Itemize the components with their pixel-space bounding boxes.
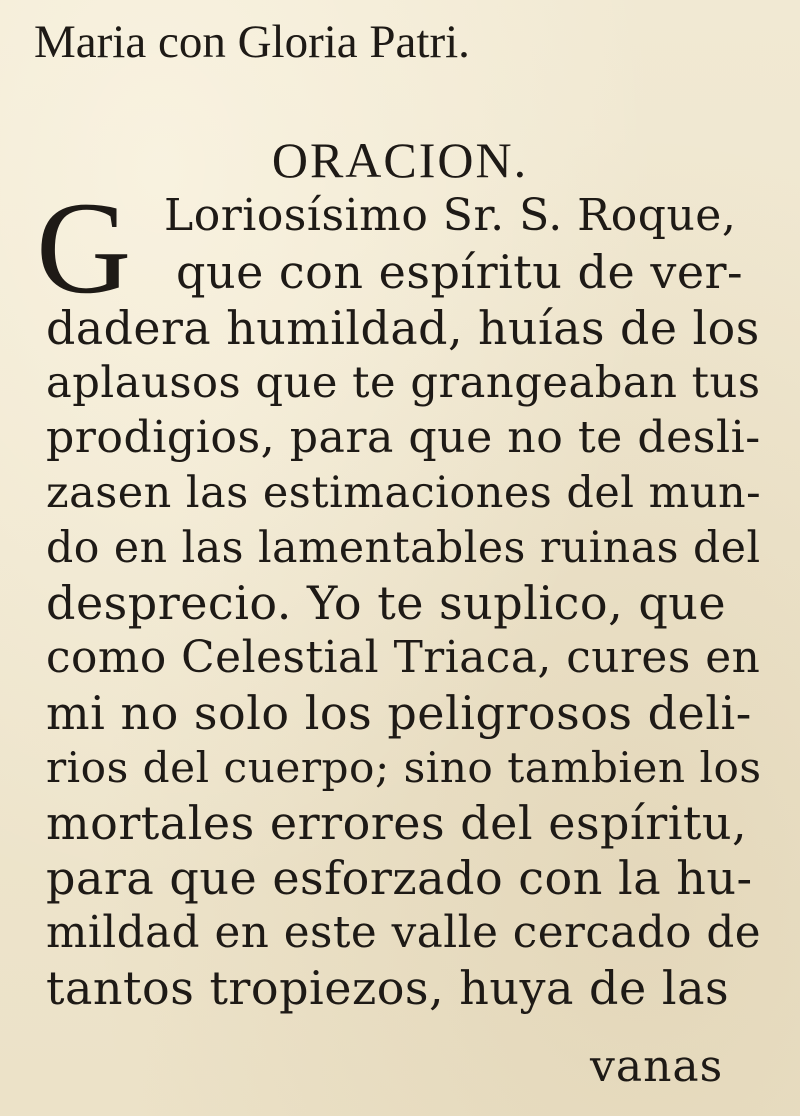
text-line-4: aplausos que te grangeaban tus [46,358,761,408]
text-line-10: mi no solo los peligrosos deli- [46,686,752,740]
text-line-13: para que esforzado con la hu- [46,851,753,905]
text-line-6: zasen las estimaciones del mun- [46,468,762,518]
text-line-9: como Celestial Triaca, cures en [46,632,761,683]
text-line-12: mortales errores del espíritu, [46,796,748,850]
text-line-5: prodigios, para que no te desli- [46,412,761,463]
running-header: Maria con Gloria Patri. [34,16,470,68]
drop-cap-letter: G [36,174,132,321]
text-line-7: do en las lamentables ruinas del [46,523,761,573]
text-line-11: rios del cuerpo; sino tambien los [46,743,762,792]
text-line-8: desprecio. Yo te suplico, que [46,576,727,630]
text-line-3: dadera humildad, huías de los [46,301,760,355]
text-line-2: que con espíritu de ver- [176,245,744,299]
text-line-14: mildad en este valle cercado de [46,908,762,958]
text-line-1: Loriosísimo Sr. S. Roque, [164,190,737,241]
prayer-heading: ORACION. [271,132,529,188]
text-line-15: tantos tropiezos, huya de las [46,961,730,1015]
catchword: vanas [590,1041,724,1092]
